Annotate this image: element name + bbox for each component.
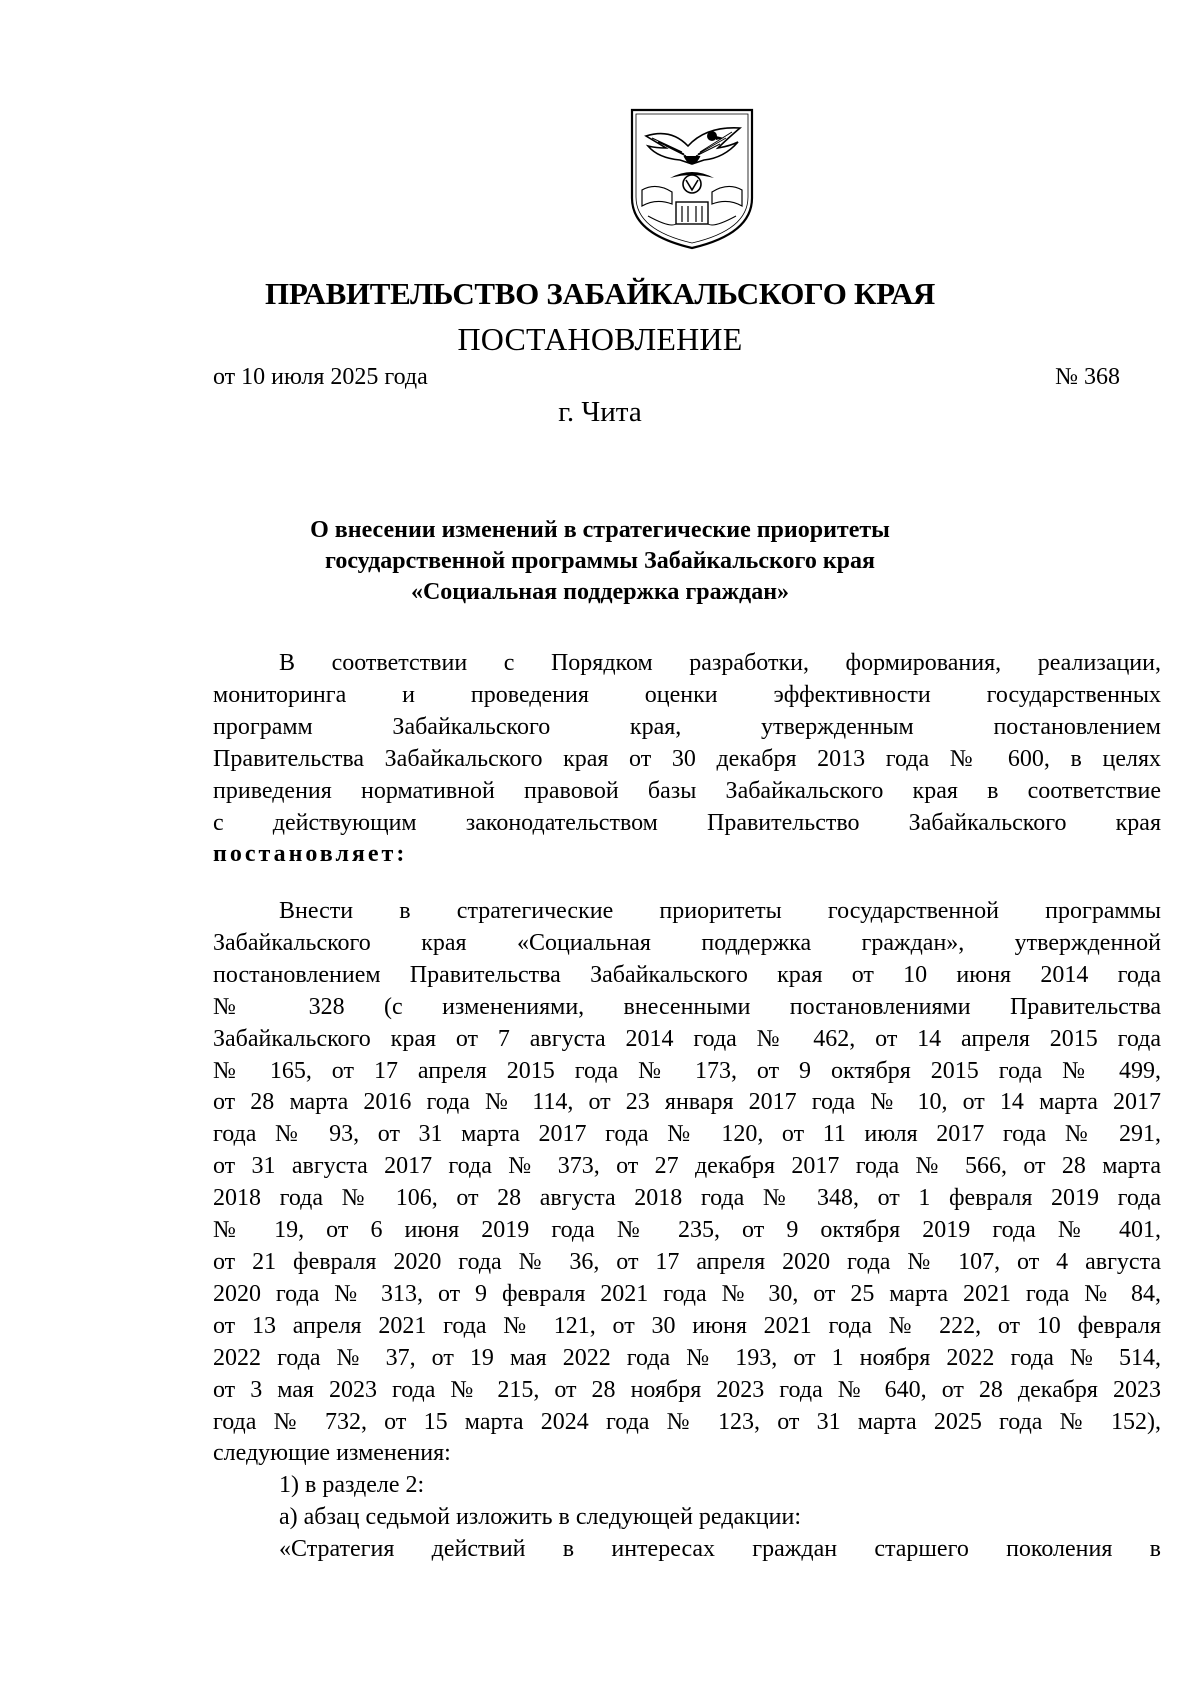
text-line: приведения нормативной правовой базы Забайкальского края в соответствие (213, 777, 1161, 804)
main-paragraph (213, 896, 1161, 1470)
text-line: от 21 февраля 2020 года № 36, от 17 апреля 2020 года № 107, от 4 августа (213, 1248, 1161, 1275)
decree-word: постановляет: (213, 841, 408, 868)
text-line: следующие изменения: (213, 1440, 451, 1467)
document-date: от 10 июля 2025 года (213, 364, 428, 390)
text-line: года № 93, от 31 марта 2017 года № 120, от 11 июля 2017 года № 291, (213, 1121, 1161, 1148)
text-line: Забайкальского края «Социальная поддержка граждан», утвержденной (213, 929, 1161, 956)
text-line: от 28 марта 2016 года № 114, от 23 января 2017 года № 10, от 14 марта 2017 (213, 1089, 1161, 1116)
document-city: г. Чита (558, 396, 642, 428)
text-line: Внести в стратегические приоритеты государственной программы (279, 898, 1161, 924)
text-line: 2018 года № 106, от 28 августа 2018 года № 348, от 1 февраля 2019 года (213, 1185, 1161, 1212)
amendment-subitem: а) абзац седьмой изложить в следующей редакции: (279, 1503, 801, 1530)
text-line: постановлением Правительства Забайкальского края от 10 июня 2014 года (213, 961, 1161, 988)
amendment-items (279, 1470, 1161, 1566)
text-line: с действующим законодательством Правительство Забайкальского края (213, 809, 1161, 836)
subject-line: государственной программы Забайкальского края (325, 548, 875, 574)
coat-of-arms-emblem (626, 106, 758, 252)
text-line: № 328 (с изменениями, внесенными постановлениями Правительства (213, 993, 1161, 1020)
text-line: В соответствии с Порядком разработки, формирования, реализации, (279, 650, 1161, 676)
text-line: Забайкальского края от 7 августа 2014 года № 462, от 14 апреля 2015 года (213, 1025, 1161, 1052)
text-line: № 165, от 17 апреля 2015 года № 173, от 9 октября 2015 года № 499, (213, 1057, 1161, 1084)
document-number: № 368 (1055, 364, 1120, 390)
document-type: ПОСТАНОВЛЕНИЕ (457, 321, 743, 357)
text-line: Правительства Забайкальского края от 30 декабря 2013 года № 600, в целях (213, 745, 1161, 772)
text-line: от 13 апреля 2021 года № 121, от 30 июня 2021 года № 222, от 10 февраля (213, 1312, 1161, 1339)
text-line: года № 732, от 15 марта 2024 года № 123, от 31 марта 2025 года № 152), (213, 1408, 1161, 1435)
government-title: ПРАВИТЕЛЬСТВО ЗАБАЙКАЛЬСКОГО КРАЯ (265, 276, 935, 311)
text-line: 2020 года № 313, от 9 февраля 2021 года № 30, от 25 марта 2021 года № 84, (213, 1280, 1161, 1307)
text-line: программ Забайкальского края, утвержденным постановлением (213, 713, 1161, 740)
text-line: № 19, от 6 июня 2019 года № 235, от 9 октября 2019 года № 401, (213, 1217, 1161, 1244)
text-line: 2022 года № 37, от 19 мая 2022 года № 193, от 1 ноября 2022 года № 514, (213, 1344, 1161, 1371)
subject-line: О внесении изменений в стратегические приоритеты (310, 517, 890, 543)
subject-line: «Социальная поддержка граждан» (410, 579, 790, 605)
preamble-paragraph (213, 648, 1161, 871)
amendment-item: 1) в разделе 2: (279, 1472, 425, 1498)
text-line: от 31 августа 2017 года № 373, от 27 декабря 2017 года № 566, от 28 марта (213, 1153, 1161, 1180)
text-line: мониторинга и проведения оценки эффективности государственных (213, 681, 1161, 708)
text-line: от 3 мая 2023 года № 215, от 28 ноября 2023 года № 640, от 28 декабря 2023 (213, 1376, 1161, 1403)
quoted-text-line: «Стратегия действий в интересах граждан старшего поколения в (279, 1535, 1161, 1562)
document-subject (0, 515, 1200, 608)
